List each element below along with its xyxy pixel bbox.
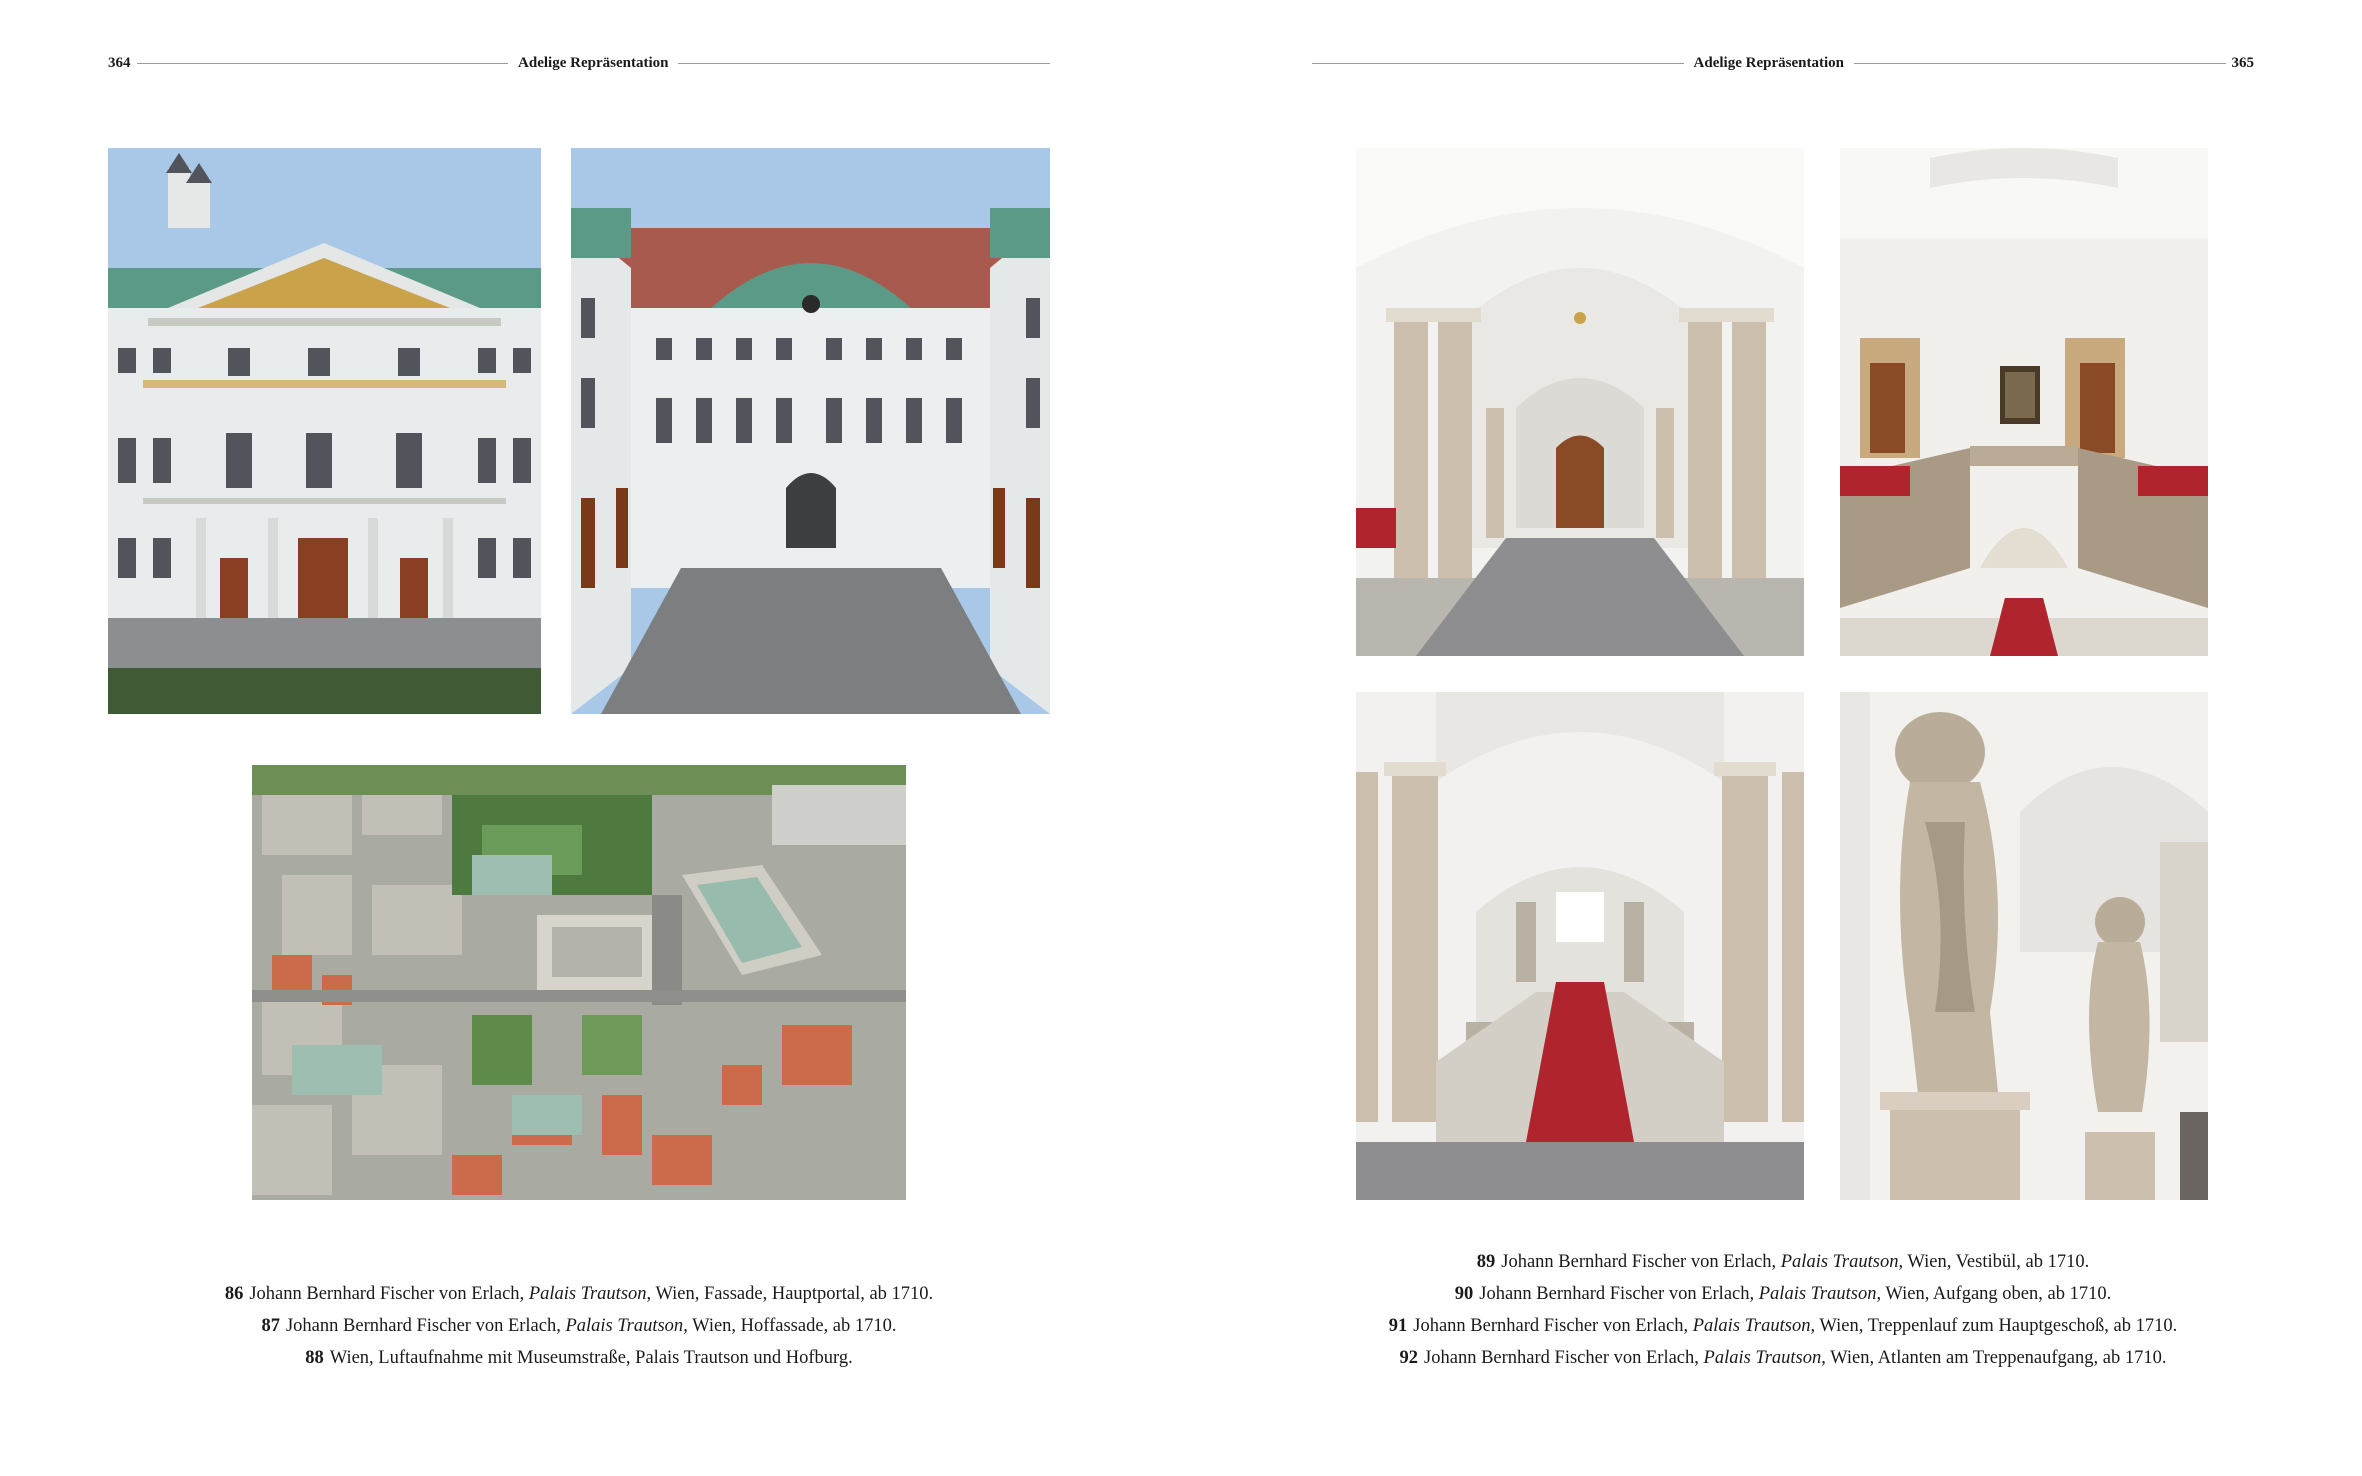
caption-text: Johann Bernhard Fischer von Erlach, xyxy=(1501,1252,1781,1272)
caption-number: 88 xyxy=(305,1348,324,1368)
caption-work-title: Palais Trautson xyxy=(1780,1252,1899,1272)
captions-right xyxy=(1312,1246,2254,1374)
running-head-left xyxy=(108,52,1050,74)
caption-number: 87 xyxy=(261,1316,280,1336)
header-rule xyxy=(137,63,509,64)
photo-92-atlantes xyxy=(1840,692,2208,1200)
caption-number: 92 xyxy=(1399,1348,1419,1368)
header-rule xyxy=(1854,63,2226,64)
photo-86-facade xyxy=(108,148,541,714)
caption-work-title: Palais Trautson xyxy=(1758,1284,1877,1304)
caption-87 xyxy=(108,1310,1050,1342)
running-head-title-left: Adelige Repräsentation xyxy=(518,54,669,71)
caption-text: , Wien, Aufgang oben, ab 1710. xyxy=(1876,1284,2112,1304)
caption-work-title: Palais Trautson xyxy=(1692,1316,1811,1336)
running-head-title-right: Adelige Repräsentation xyxy=(1693,54,1844,71)
page-number-left: 364 xyxy=(108,54,131,71)
caption-number: 86 xyxy=(224,1284,244,1304)
running-head-right xyxy=(1312,52,2254,74)
caption-work-title: Palais Trautson xyxy=(528,1284,647,1304)
caption-work-title: Palais Trautson xyxy=(1703,1348,1822,1368)
header-rule xyxy=(1312,63,1684,64)
caption-number: 89 xyxy=(1476,1252,1496,1272)
caption-number: 90 xyxy=(1454,1284,1474,1304)
caption-91 xyxy=(1312,1310,2254,1342)
caption-text: , Wien, Treppenlauf zum Hauptgeschoß, ab 1710. xyxy=(1810,1316,2178,1336)
header-rule xyxy=(678,63,1050,64)
caption-text: Johann Bernhard Fischer von Erlach, xyxy=(285,1316,566,1336)
caption-text: Johann Bernhard Fischer von Erlach, xyxy=(1424,1348,1704,1368)
photo-91-staircase xyxy=(1356,692,1804,1200)
caption-92 xyxy=(1312,1342,2254,1374)
caption-number: 91 xyxy=(1388,1316,1408,1336)
caption-88 xyxy=(108,1342,1050,1374)
page-number-right: 365 xyxy=(2231,54,2254,71)
caption-89 xyxy=(1312,1246,2254,1278)
caption-text: Johann Bernhard Fischer von Erlach, xyxy=(1479,1284,1759,1304)
caption-text: , Wien, Vestibül, ab 1710. xyxy=(1898,1252,2090,1272)
photo-90-upper-landing xyxy=(1840,148,2208,656)
caption-work-title: Palais Trautson xyxy=(565,1316,684,1336)
caption-text: , Wien, Fassade, Hauptportal, ab 1710. xyxy=(646,1284,934,1304)
caption-90 xyxy=(1312,1278,2254,1310)
captions-left xyxy=(108,1278,1050,1374)
caption-text: Johann Bernhard Fischer von Erlach, xyxy=(1413,1316,1693,1336)
photo-87-courtyard xyxy=(571,148,1050,714)
caption-text: Wien, Luftaufnahme mit Museumstraße, Palais Trautson und Hofburg. xyxy=(329,1348,853,1368)
caption-text: , Wien, Hoffassade, ab 1710. xyxy=(683,1316,897,1336)
caption-86 xyxy=(108,1278,1050,1310)
caption-text: , Wien, Atlanten am Treppenaufgang, ab 1710. xyxy=(1821,1348,2167,1368)
caption-text: Johann Bernhard Fischer von Erlach, xyxy=(249,1284,529,1304)
photo-88-aerial xyxy=(252,765,906,1200)
photo-89-vestibule xyxy=(1356,148,1804,656)
